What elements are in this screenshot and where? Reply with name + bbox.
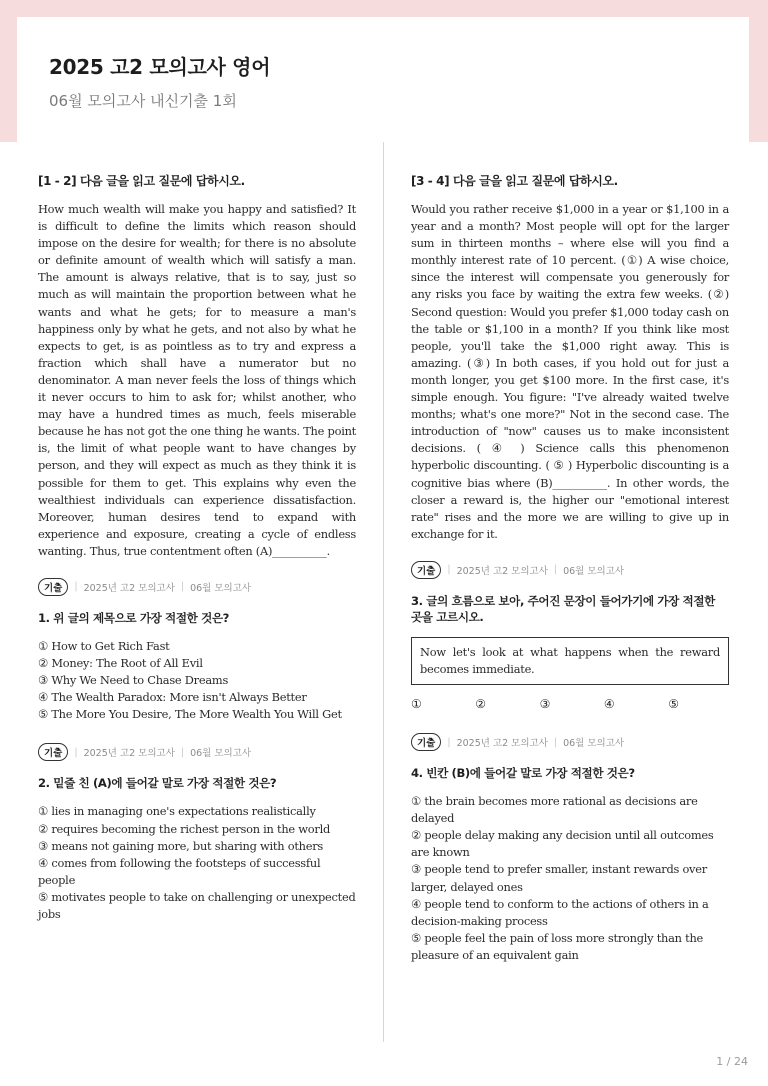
passage-1-2: How much wealth will make you happy and satisfied? It is difficult to define the limits which reason should impose on the desire for wealth; for there is no absolute or definite amount of wealth which will satisfy a man. The amount is always relative, that is to say, just so much as will maintain the proportion between what he wants and what he gets; for to measure a man's happiness only by what he gets, and not also by what he expects to get, is as pointless as to try and express a fraction which shall have a numerator but no denominator. A man never feels the loss of things which it never occurs to him to ask for; whilst another, who may have a hundred times as much, feels miserable because he has not got the one thing he wants. The point is, the limit of what people want to have changes by person, and they will expect as much as they think it is possible for them to get. This explains why even the wealthiest individuals can experience dissatisfaction. Moreover, human desires tend to expand with experience and exposure, creating a cycle of endless wanting. Thus, true contentment often (A)__________.	[38, 202, 356, 558]
option-item[interactable]: ① How to Get Rich Fast	[38, 638, 170, 653]
option-item[interactable]: ② people delay making any decision until all outcomes are known	[411, 828, 714, 860]
source-year: 2025년 고2 모의고사	[83, 582, 175, 594]
source-year: 2025년 고2 모의고사	[456, 738, 548, 750]
option-item[interactable]: ⑤ motivates people to take on challenging or unexpected jobs	[38, 889, 356, 921]
separator: |	[180, 581, 185, 593]
question-1-block	[38, 578, 356, 723]
separator: |	[447, 564, 451, 576]
option-item[interactable]: ③ means not gaining more, but sharing with others	[38, 838, 324, 853]
separator: |	[74, 581, 78, 593]
source-badge: 기출	[411, 561, 441, 579]
passage-3-4: Would you rather receive $1,000 in a year or $1,100 in a year and a month? Most people will opt for the larger sum in thirteen months – where else will you find a monthly interest rate of 10 percent. (①) A wise choice, since the interest will compensate you generously for any risks you face by waiting the extra few weeks. (②) Second question: Would you prefer $1,000 today cash on the table or $1,100 in a month? If you think like most people, you'll take the $1,000 right away. This is amazing. (③) In both cases, if you hold out for just a month longer, you get $100 more. In the first case, it's simple enough. You figure: "I've already waited twelve months; what's one more?" Not in the second case. The introduction of "now" causes us to make inconsistent decisions. ( ④ ) Science calls this phenomenon hyperbolic discounting. ( ⑤ ) Hyperbolic discounting is a cognitive bias where (B)__________. In other words, the closer a reward is, the higher our "emotional interest rate" rises and the more we are willing to give up in exchange for it.	[411, 202, 729, 541]
source-tag	[38, 578, 356, 596]
source-badge: 기출	[411, 733, 441, 751]
question-1: 1. 위 글의 제목으로 가장 적절한 것은?	[38, 610, 230, 625]
question-2: 2. 밑줄 친 (A)에 들어갈 말로 가장 적절한 것은?	[38, 776, 277, 791]
question-3: 3. 글의 흐름으로 보아, 주어진 문장이 들어가기에 가장 적절한 곳을 고르시오.	[411, 593, 715, 624]
option-item[interactable]: ① lies in managing one's expectations realistically	[38, 804, 316, 819]
question-2-options	[38, 803, 356, 923]
source-year: 2025년 고2 모의고사	[83, 748, 175, 760]
option-item[interactable]: ④ people tend to conform to the actions of others in a decision-making process	[411, 896, 709, 928]
question-1-options	[38, 638, 356, 723]
question-4-options	[411, 793, 729, 964]
source-month: 06월 모의고사	[563, 738, 625, 750]
separator: |	[74, 746, 78, 758]
option-item[interactable]: ⑤ people feel the pain of loss more strongly than the pleasure of an equivalent gain	[411, 930, 704, 962]
option-item[interactable]: ② requires becoming the richest person in the world	[38, 821, 331, 836]
separator: |	[553, 564, 558, 576]
answer-mark[interactable]: ④	[603, 697, 615, 712]
source-badge: 기출	[38, 743, 68, 761]
page-number: 1 / 24	[716, 1055, 748, 1068]
option-item[interactable]: ④ The Wealth Paradox: More isn't Always Better	[38, 690, 307, 705]
question-2-block	[38, 743, 356, 923]
column-divider	[383, 142, 384, 1042]
option-item[interactable]: ② Money: The Root of All Evil	[38, 656, 203, 671]
source-tag	[38, 743, 356, 761]
source-month: 06월 모의고사	[190, 748, 252, 760]
option-item[interactable]: ③ people tend to prefer smaller, instant rewards over larger, delayed ones	[411, 862, 707, 894]
source-tag	[411, 733, 729, 751]
right-column	[411, 172, 729, 964]
source-badge: 기출	[38, 578, 68, 596]
source-tag	[411, 561, 729, 579]
answer-mark[interactable]: ⑤	[668, 697, 679, 712]
option-item[interactable]: ③ Why We Need to Chase Dreams	[38, 673, 229, 688]
question-3-block	[411, 561, 729, 711]
source-year: 2025년 고2 모의고사	[456, 565, 548, 577]
left-column	[38, 172, 356, 923]
separator: |	[553, 736, 558, 748]
option-item[interactable]: ① the brain becomes more rational as decisions are delayed	[411, 794, 698, 826]
option-item[interactable]: ④ comes from following the footsteps of successful people	[38, 855, 321, 887]
question-4-block	[411, 733, 729, 964]
option-item[interactable]: ⑤ The More You Desire, The More Wealth You Will Get	[38, 707, 342, 722]
answer-mark[interactable]: ③	[539, 697, 551, 712]
separator: |	[447, 736, 451, 748]
source-month: 06월 모의고사	[190, 582, 252, 594]
source-month: 06월 모의고사	[563, 565, 625, 577]
page-subtitle: 06월 모의고사 내신기출 1회	[49, 92, 237, 110]
instruction-3-4: [3 - 4] 다음 글을 읽고 질문에 답하시오.	[411, 174, 618, 188]
answer-mark[interactable]: ①	[411, 697, 422, 712]
answer-marks	[411, 697, 679, 711]
instruction-1-2: [1 - 2] 다음 글을 읽고 질문에 답하시오.	[38, 174, 245, 188]
question-4: 4. 빈칸 (B)에 들어갈 말로 가장 적절한 것은?	[411, 766, 635, 781]
page-title: 2025 고2 모의고사 영어	[49, 55, 271, 79]
separator: |	[180, 746, 185, 758]
given-sentence-box: Now let's look at what happens when the reward becomes immediate.	[411, 637, 729, 685]
header-card	[17, 17, 749, 142]
answer-mark[interactable]: ②	[475, 697, 487, 712]
